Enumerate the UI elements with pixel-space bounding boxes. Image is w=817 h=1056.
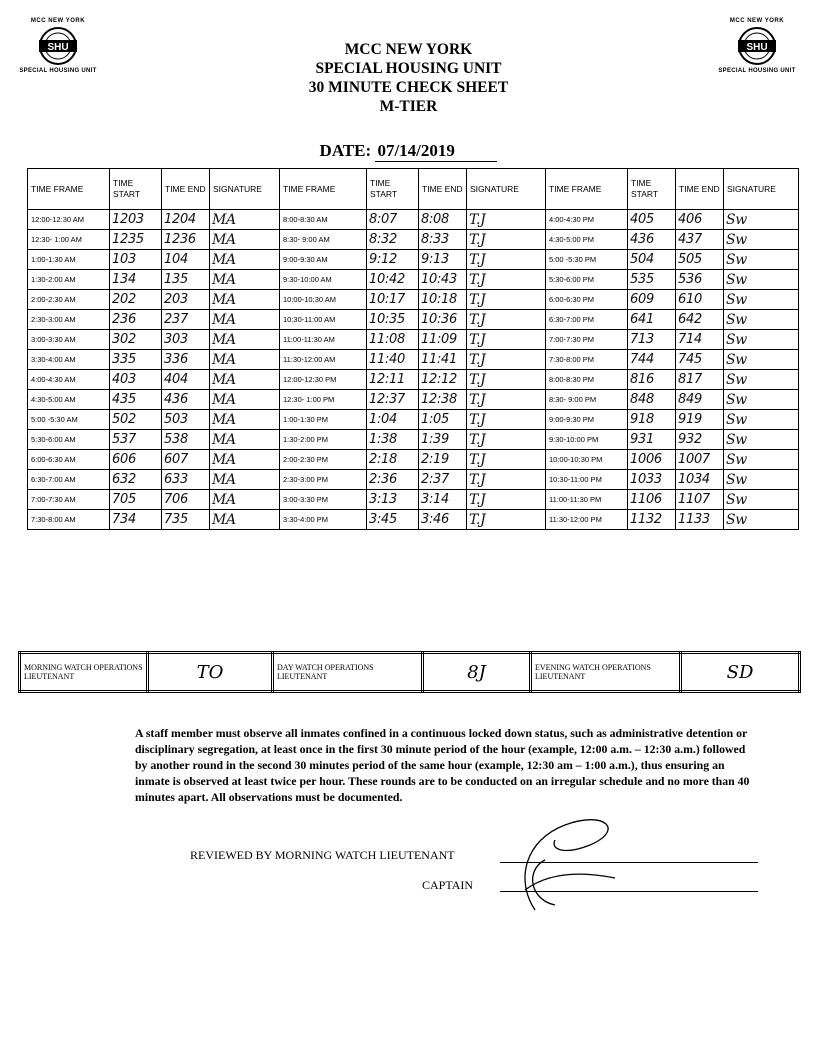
time-frame-cell: 12:30- 1:00 AM: [28, 230, 110, 250]
signature-cell: Sw: [724, 390, 799, 410]
time-frame-cell: 2:00-2:30 AM: [28, 290, 110, 310]
time-end-cell: 3:14: [419, 490, 467, 510]
time-start-cell: 1203: [110, 210, 162, 230]
signature-cell: T.J: [467, 210, 546, 230]
time-frame-cell: 4:00-4:30 PM: [546, 210, 628, 230]
signature-cell: T.J: [467, 410, 546, 430]
time-end-cell: 633: [162, 470, 210, 490]
column-header: TIME END: [419, 169, 467, 210]
time-end-cell: 12:38: [419, 390, 467, 410]
signature-cell: MA: [210, 310, 280, 330]
signature-cell: T.J: [467, 450, 546, 470]
signature-cell: T.J: [467, 510, 546, 530]
time-frame-cell: 4:30-5:00 AM: [28, 390, 110, 410]
table-row: [28, 490, 799, 510]
time-frame-cell: 1:30-2:00 AM: [28, 270, 110, 290]
time-frame-cell: 12:30- 1:00 PM: [280, 390, 367, 410]
signature-cell: MA: [210, 390, 280, 410]
time-end-cell: 8:08: [419, 210, 467, 230]
time-end-cell: 237: [162, 310, 210, 330]
time-end-cell: 1034: [676, 470, 724, 490]
signature-cell: Sw: [724, 430, 799, 450]
evening-watch-label: EVENING WATCH OPERATIONS LIEUTENANT: [531, 653, 681, 692]
time-start-cell: 236: [110, 310, 162, 330]
signature-cell: Sw: [724, 370, 799, 390]
check-sheet-table: [27, 168, 799, 530]
morning-watch-signature: TO: [148, 653, 273, 692]
title-line-1: MCC NEW YORK: [344, 41, 473, 58]
time-frame-cell: 11:30-12:00 PM: [546, 510, 628, 530]
signature-cell: T.J: [467, 390, 546, 410]
time-end-cell: 1:39: [419, 430, 467, 450]
time-end-cell: 745: [676, 350, 724, 370]
time-frame-cell: 10:00-10:30 PM: [546, 450, 628, 470]
table-row: [28, 450, 799, 470]
time-end-cell: 1:05: [419, 410, 467, 430]
time-end-cell: 11:09: [419, 330, 467, 350]
title-line-3: 30 MINUTE CHECK SHEET: [308, 79, 509, 96]
time-end-cell: 1107: [676, 490, 724, 510]
column-header: TIME START: [628, 169, 676, 210]
time-end-cell: 104: [162, 250, 210, 270]
time-start-cell: 816: [628, 370, 676, 390]
signature-cell: T.J: [467, 230, 546, 250]
signature-cell: T.J: [467, 430, 546, 450]
time-end-cell: 932: [676, 430, 724, 450]
signature-cell: T.J: [467, 310, 546, 330]
time-frame-cell: 3:00-3:30 AM: [28, 330, 110, 350]
signature-cell: MA: [210, 330, 280, 350]
svg-text:SHU: SHU: [47, 42, 69, 53]
time-frame-cell: 4:00-4:30 AM: [28, 370, 110, 390]
table-row: [28, 370, 799, 390]
time-frame-cell: 8:30- 9:00 AM: [280, 230, 367, 250]
time-end-cell: 714: [676, 330, 724, 350]
time-start-cell: 713: [628, 330, 676, 350]
signature-cell: Sw: [724, 250, 799, 270]
time-end-cell: 706: [162, 490, 210, 510]
time-start-cell: 641: [628, 310, 676, 330]
time-frame-cell: 11:00-11:30 PM: [546, 490, 628, 510]
time-end-cell: 10:43: [419, 270, 467, 290]
evening-watch-signature: SD: [681, 653, 800, 692]
signature-cell: T.J: [467, 250, 546, 270]
time-frame-cell: 1:30-2:00 PM: [280, 430, 367, 450]
signature-cell: MA: [210, 270, 280, 290]
time-start-cell: 848: [628, 390, 676, 410]
table-row: [28, 390, 799, 410]
time-frame-cell: 5:00 -5:30 PM: [546, 250, 628, 270]
table-header-row: [28, 169, 799, 210]
time-start-cell: 2:36: [367, 470, 419, 490]
signature-cell: Sw: [724, 450, 799, 470]
time-start-cell: 537: [110, 430, 162, 450]
signature-cell: Sw: [724, 510, 799, 530]
time-frame-cell: 7:30-8:00 PM: [546, 350, 628, 370]
column-header: TIME START: [367, 169, 419, 210]
time-frame-cell: 7:00-7:30 PM: [546, 330, 628, 350]
time-start-cell: 1235: [110, 230, 162, 250]
time-frame-cell: 9:00-9:30 PM: [546, 410, 628, 430]
signature-cell: MA: [210, 410, 280, 430]
time-frame-cell: 6:00-6:30 AM: [28, 450, 110, 470]
time-start-cell: 405: [628, 210, 676, 230]
signature-cell: T.J: [467, 370, 546, 390]
logo-bottom-text: SPECIAL HOUSING UNIT: [718, 68, 796, 74]
time-end-cell: 303: [162, 330, 210, 350]
time-start-cell: 134: [110, 270, 162, 290]
date-value: 07/14/2019: [375, 141, 497, 162]
time-start-cell: 1132: [628, 510, 676, 530]
table-row: [28, 290, 799, 310]
time-end-cell: 1007: [676, 450, 724, 470]
time-start-cell: 403: [110, 370, 162, 390]
time-start-cell: 1:04: [367, 410, 419, 430]
column-header: TIME FRAME: [546, 169, 628, 210]
reviewed-by-label: REVIEWED BY MORNING WATCH LIEUTENANT: [190, 848, 455, 862]
time-start-cell: 632: [110, 470, 162, 490]
time-end-cell: 2:19: [419, 450, 467, 470]
time-start-cell: 606: [110, 450, 162, 470]
time-start-cell: 12:37: [367, 390, 419, 410]
signature-cell: T.J: [467, 350, 546, 370]
table-row: [28, 250, 799, 270]
time-frame-cell: 2:00-2:30 PM: [280, 450, 367, 470]
date-label: DATE:: [319, 141, 372, 160]
signature-cell: MA: [210, 290, 280, 310]
signature-cell: Sw: [724, 210, 799, 230]
table-row: [28, 470, 799, 490]
title-line-4: M-TIER: [379, 98, 438, 115]
time-frame-cell: 9:30-10:00 AM: [280, 270, 367, 290]
time-end-cell: 538: [162, 430, 210, 450]
time-frame-cell: 3:30-4:00 PM: [280, 510, 367, 530]
time-frame-cell: 8:00-8:30 AM: [280, 210, 367, 230]
time-end-cell: 406: [676, 210, 724, 230]
table-row: [28, 430, 799, 450]
time-frame-cell: 6:30-7:00 PM: [546, 310, 628, 330]
time-start-cell: 12:11: [367, 370, 419, 390]
time-end-cell: 10:18: [419, 290, 467, 310]
time-start-cell: 3:13: [367, 490, 419, 510]
time-end-cell: 849: [676, 390, 724, 410]
time-end-cell: 817: [676, 370, 724, 390]
signature-cell: MA: [210, 230, 280, 250]
time-start-cell: 609: [628, 290, 676, 310]
time-frame-cell: 8:30- 9:00 PM: [546, 390, 628, 410]
signature-cell: MA: [210, 370, 280, 390]
column-header: TIME END: [162, 169, 210, 210]
time-end-cell: 505: [676, 250, 724, 270]
signature-cell: MA: [210, 210, 280, 230]
time-end-cell: 9:13: [419, 250, 467, 270]
time-end-cell: 135: [162, 270, 210, 290]
time-end-cell: 8:33: [419, 230, 467, 250]
signature-cell: Sw: [724, 410, 799, 430]
time-start-cell: 302: [110, 330, 162, 350]
time-start-cell: 1006: [628, 450, 676, 470]
logo-top-text: MCC NEW YORK: [30, 18, 86, 24]
time-start-cell: 11:40: [367, 350, 419, 370]
time-frame-cell: 3:30-4:00 AM: [28, 350, 110, 370]
time-end-cell: 607: [162, 450, 210, 470]
column-header: SIGNATURE: [210, 169, 280, 210]
time-frame-cell: 5:00 -5:30 AM: [28, 410, 110, 430]
logo-bottom-text: SPECIAL HOUSING UNIT: [19, 68, 97, 74]
time-end-cell: 610: [676, 290, 724, 310]
time-start-cell: 8:32: [367, 230, 419, 250]
table-row: [28, 350, 799, 370]
time-start-cell: 103: [110, 250, 162, 270]
time-start-cell: 202: [110, 290, 162, 310]
date-row: [0, 141, 817, 162]
day-watch-signature: 8J: [423, 653, 531, 692]
instructions-paragraph: A staff member must observe all inmates confined in a continuous locked down status, such as administrative detention or disciplinary segregation, at least once in the first 30 minute period of the hour (example, 12:00 a.m. – 12:30 a.m.) followed by another round in the second 30 minutes period of the same hour (example, 12:30 am – 1:00 a.m.), thus ensuring an inmate is observed at least twice per hour. These rounds are to be conducted on an irregular schedule and no more than 40 minutes apart. All observations must be documented.: [135, 726, 750, 804]
time-frame-cell: 2:30-3:00 PM: [280, 470, 367, 490]
table-row: [28, 410, 799, 430]
day-watch-label: DAY WATCH OPERATIONS LIEUTENANT: [273, 653, 423, 692]
column-header: TIME FRAME: [280, 169, 367, 210]
title-line-2: SPECIAL HOUSING UNIT: [315, 60, 502, 77]
time-end-cell: 12:12: [419, 370, 467, 390]
time-frame-cell: 6:30-7:00 AM: [28, 470, 110, 490]
time-frame-cell: 3:00-3:30 PM: [280, 490, 367, 510]
time-frame-cell: 5:30-6:00 AM: [28, 430, 110, 450]
signature-cell: Sw: [724, 230, 799, 250]
table-row: [28, 210, 799, 230]
time-frame-cell: 9:00-9:30 AM: [280, 250, 367, 270]
time-end-cell: 10:36: [419, 310, 467, 330]
watch-signatures: [18, 651, 801, 693]
column-header: TIME END: [676, 169, 724, 210]
time-frame-cell: 7:00-7:30 AM: [28, 490, 110, 510]
time-frame-cell: 8:00-8:30 PM: [546, 370, 628, 390]
time-frame-cell: 1:00-1:30 PM: [280, 410, 367, 430]
time-frame-cell: 11:00-11:30 AM: [280, 330, 367, 350]
signature-cell: Sw: [724, 290, 799, 310]
time-start-cell: 1:38: [367, 430, 419, 450]
time-end-cell: 536: [676, 270, 724, 290]
time-frame-cell: 2:30-3:00 AM: [28, 310, 110, 330]
signature-cell: T.J: [467, 270, 546, 290]
captain-label: CAPTAIN: [422, 878, 474, 892]
handwritten-signature: [495, 800, 655, 920]
time-start-cell: 1033: [628, 470, 676, 490]
time-frame-cell: 12:00-12:30 AM: [28, 210, 110, 230]
time-end-cell: 642: [676, 310, 724, 330]
table-row: [28, 230, 799, 250]
time-frame-cell: 4:30-5:00 PM: [546, 230, 628, 250]
time-frame-cell: 12:00-12:30 PM: [280, 370, 367, 390]
time-start-cell: 502: [110, 410, 162, 430]
time-start-cell: 10:17: [367, 290, 419, 310]
time-start-cell: 10:35: [367, 310, 419, 330]
signature-cell: T.J: [467, 490, 546, 510]
time-end-cell: 1236: [162, 230, 210, 250]
time-start-cell: 1106: [628, 490, 676, 510]
time-end-cell: 404: [162, 370, 210, 390]
signature-cell: MA: [210, 490, 280, 510]
time-start-cell: 918: [628, 410, 676, 430]
time-start-cell: 11:08: [367, 330, 419, 350]
time-frame-cell: 9:30-10:00 PM: [546, 430, 628, 450]
time-frame-cell: 7:30-8:00 AM: [28, 510, 110, 530]
time-end-cell: 3:46: [419, 510, 467, 530]
table-row: [28, 310, 799, 330]
column-header: TIME START: [110, 169, 162, 210]
time-frame-cell: 11:30-12:00 AM: [280, 350, 367, 370]
signature-cell: T.J: [467, 470, 546, 490]
time-frame-cell: 10:30-11:00 PM: [546, 470, 628, 490]
logo-top-text: MCC NEW YORK: [729, 18, 785, 24]
time-end-cell: 503: [162, 410, 210, 430]
time-start-cell: 436: [628, 230, 676, 250]
table-row: [28, 330, 799, 350]
time-start-cell: 335: [110, 350, 162, 370]
time-start-cell: 3:45: [367, 510, 419, 530]
signature-cell: Sw: [724, 350, 799, 370]
time-frame-cell: 1:00-1:30 AM: [28, 250, 110, 270]
time-end-cell: 1133: [676, 510, 724, 530]
column-header: SIGNATURE: [724, 169, 799, 210]
signature-cell: MA: [210, 470, 280, 490]
time-start-cell: 744: [628, 350, 676, 370]
signature-cell: MA: [210, 450, 280, 470]
time-start-cell: 435: [110, 390, 162, 410]
time-start-cell: 535: [628, 270, 676, 290]
signature-cell: Sw: [724, 310, 799, 330]
time-frame-cell: 6:00-6:30 PM: [546, 290, 628, 310]
time-start-cell: 8:07: [367, 210, 419, 230]
morning-watch-label: MORNING WATCH OPERATIONS LIEUTENANT: [20, 653, 148, 692]
table-row: [28, 270, 799, 290]
time-end-cell: 437: [676, 230, 724, 250]
time-start-cell: 9:12: [367, 250, 419, 270]
signature-cell: Sw: [724, 490, 799, 510]
time-end-cell: 11:41: [419, 350, 467, 370]
time-frame-cell: 10:00-10:30 AM: [280, 290, 367, 310]
signature-cell: Sw: [724, 470, 799, 490]
svg-text:SHU: SHU: [746, 42, 768, 53]
table-row: [28, 510, 799, 530]
time-frame-cell: 10:30-11:00 AM: [280, 310, 367, 330]
column-header: TIME FRAME: [28, 169, 110, 210]
time-end-cell: 1204: [162, 210, 210, 230]
signature-cell: MA: [210, 350, 280, 370]
time-frame-cell: 5:30-6:00 PM: [546, 270, 628, 290]
time-end-cell: 336: [162, 350, 210, 370]
column-header: SIGNATURE: [467, 169, 546, 210]
signature-cell: MA: [210, 250, 280, 270]
time-start-cell: 10:42: [367, 270, 419, 290]
time-start-cell: 705: [110, 490, 162, 510]
time-start-cell: 734: [110, 510, 162, 530]
signature-cell: Sw: [724, 330, 799, 350]
signature-cell: MA: [210, 510, 280, 530]
time-end-cell: 203: [162, 290, 210, 310]
time-end-cell: 735: [162, 510, 210, 530]
time-start-cell: 504: [628, 250, 676, 270]
page-title: [0, 40, 817, 116]
time-end-cell: 919: [676, 410, 724, 430]
signature-cell: T.J: [467, 290, 546, 310]
signature-cell: T.J: [467, 330, 546, 350]
signature-cell: Sw: [724, 270, 799, 290]
signature-cell: MA: [210, 430, 280, 450]
time-end-cell: 2:37: [419, 470, 467, 490]
time-end-cell: 436: [162, 390, 210, 410]
time-start-cell: 2:18: [367, 450, 419, 470]
time-start-cell: 931: [628, 430, 676, 450]
